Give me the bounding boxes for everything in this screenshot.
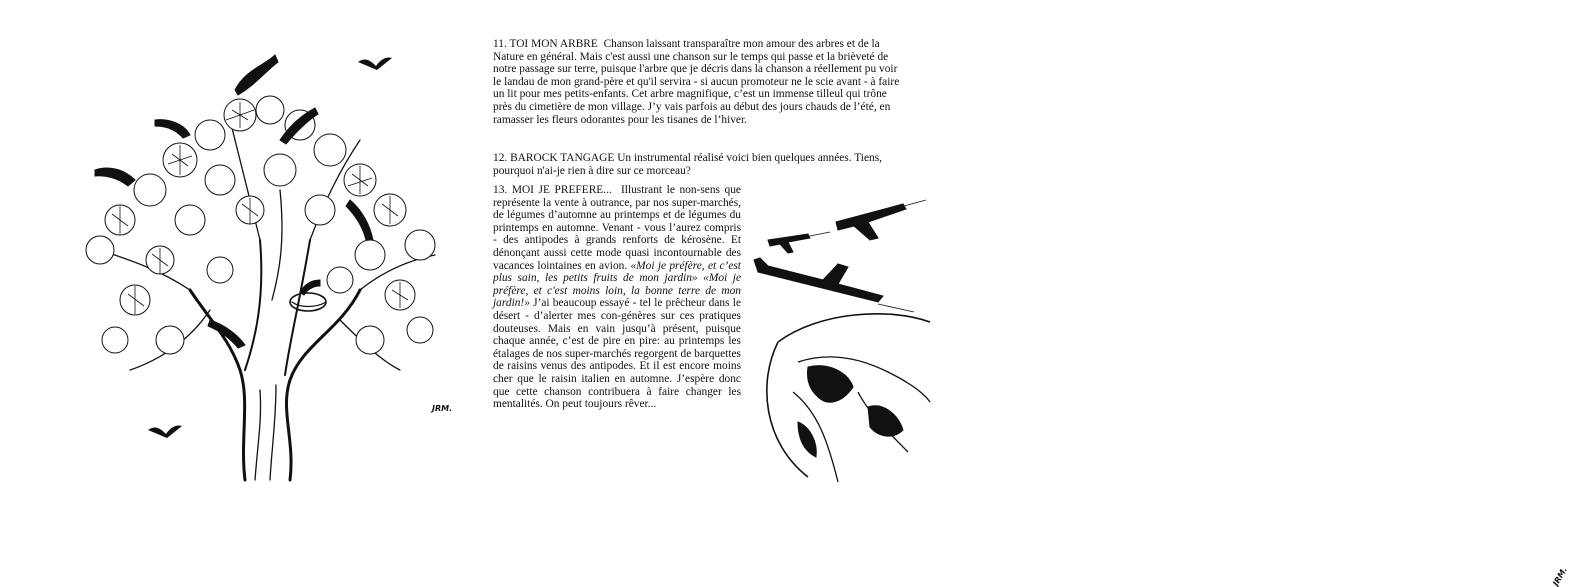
planes-signature: JRM.: [1551, 565, 1569, 587]
song-13-quote: «Moi je préfère, et c’est plus sain, les petits fruits de mon jardin» «Moi je préfère, et c'est moins loin, la bonne terre de mon jardin!»: [493, 259, 741, 310]
song-11-paragraph: [493, 38, 903, 126]
planes-drawing: [738, 192, 930, 484]
tree-signature: JRM.: [432, 404, 453, 413]
song-12-text: Un instrumental réalisé voici bien quelques années. Tiens, pourquoi n'ai-je rien à dire sur ce morceau?: [493, 152, 882, 177]
song-12-paragraph: [493, 152, 903, 177]
tree-illustration: [40, 40, 453, 480]
song-13-heading: 13. MOI JE PREFERE...: [493, 184, 612, 196]
song-11-heading: 11. TOI MON ARBRE: [493, 38, 598, 50]
song-13-paragraph: [493, 184, 741, 411]
song-13-text-before: Illustrant le non-sens que représente la vente à outrance, par nos super-marchés, de légumes d’automne au printemps et de légumes du printemps en automne. Venant - vous l’aurez compris - des antipodes à grands renforts de kérosène. Et dénonçant aussi cette mode quasi incontournable des vacances lointaines en avion.: [493, 184, 741, 272]
song-11-text: Chanson laissant transparaître mon amour des arbres et de la Nature en général. Mais c'est aussi une chanson sur le temps qui passe et la brièveté de notre passage sur terre, puisque l'arbre que je décris dans la chanson a réellement pu voir le landau de mon grand-père et qu'il servira - si aucun promoteur ne le scie avant - à faire un lit pour mes petits-enfants. Cet arbre magnifique, c’est un immense tilleul qui trône près du cimetière de mon village. J’y vais parfois au début des jours chauds de l’été, en ramasser les fleurs odorantes pour les tisanes de l’hiver.: [493, 38, 900, 126]
planes-globe-illustration: [738, 192, 1569, 587]
song-12-heading: 12. BAROCK TANGAGE: [493, 152, 615, 164]
tree-drawing: [40, 40, 453, 480]
song-13-text-after: J’ai beaucoup essayé - tel le prêcheur dans le désert - d’alerter mes con-génères sur ces pratiques douteuses. Mais en vain jusqu’à présent, puisque chaque année, c’est de pire en pire: au printemps les étalages de nos super-marchés regorgent de barquettes de raisins venus des antipodes. Et il est encore moins cher que le raisin italien en automne. J’espère donc que cette chanson contribuera à faire changer les mentalités. On peut toujours rêver...: [493, 297, 741, 411]
